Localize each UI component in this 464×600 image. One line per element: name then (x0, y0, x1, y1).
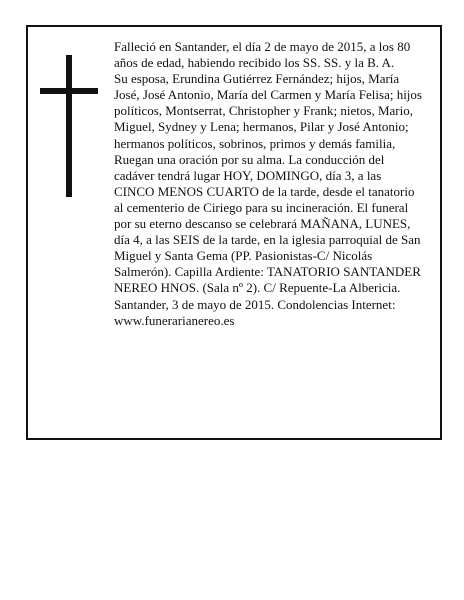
cross-horizontal-bar (40, 88, 98, 94)
cross-vertical-bar (66, 55, 72, 197)
date-and-contact-paragraph: Santander, 3 de mayo de 2015. Condolencias Internet: www.funerarianereo.es (114, 296, 396, 328)
funeral-details-paragraph: Ruegan una oración por su alma. La conducción del cadáver tendrá lugar HOY, DOMINGO, día 3, a las CINCO MENOS CUARTO de la tarde, desde el tanatorio al cementerio de Ciriego para su incineración. El funeral por su eterno descanso se celebrará MAÑANA, LUNES, día 4, a las SEIS de la tarde, en la iglesia parroquial de San Miguel y Santa Gema (PP. Pasionistas-C/ Nicolás Salmerón). Capilla Ardiente: TANATORIO SANTANDER NEREO HNOS. (Sala nº 2). C/ Repuente-La Albericia. (114, 151, 421, 296)
family-paragraph: Su esposa, Erundina Gutiérrez Fernández; hijos, María José, José Antonio, María del Carmen y María Felisa; hijos políticos, Montserrat, Christopher y Frank; nietos, Mario, Miguel, Sydney y Lena; hermanos, Pilar y José Antonio; hermanos políticos, sobrinos, primos y demás familia, (114, 71, 422, 151)
death-announcement-paragraph: Falleció en Santander, el día 2 de mayo de 2015, a los 80 años de edad, habiendo recibido los SS. SS. y la B. A. (114, 39, 411, 71)
notice-text (114, 39, 424, 329)
cross-icon (40, 55, 98, 197)
obituary-notice (26, 25, 442, 440)
